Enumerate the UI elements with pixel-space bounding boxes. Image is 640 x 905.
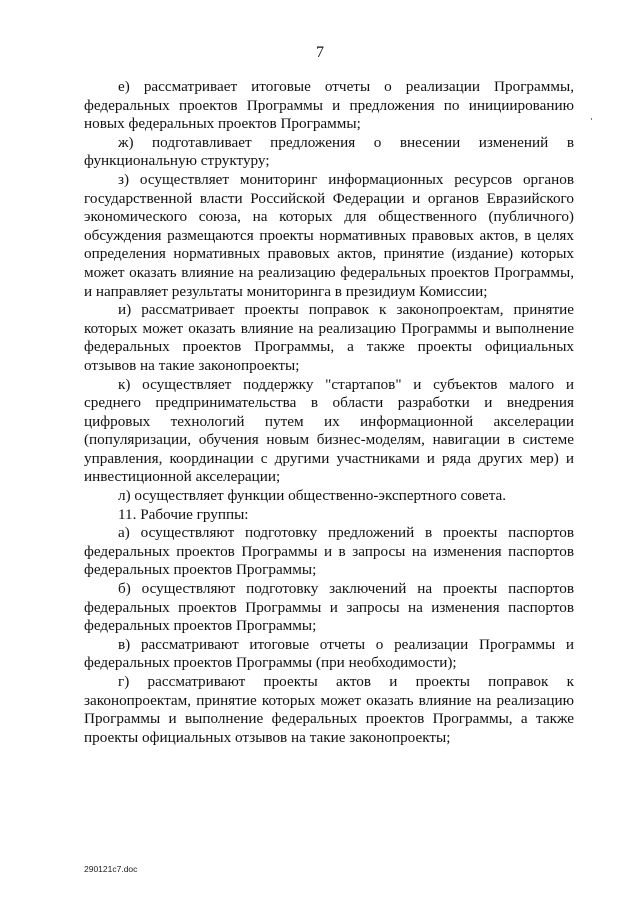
paragraph-a: а) осуществляют подготовку предложений в проекты паспортов федеральных проектов Программы и в запросы на изменения паспортов федеральных проектов Программы; — [84, 524, 574, 579]
paragraph-z: з) осуществляет мониторинг информационных ресурсов органов государственной власти Российской Федерации и органов Евразийского экономического союза, на которых для общественного (публичного) обсуждения размещаются проекты нормативных правовых актов, в целях определения нормативных правовых актов, принятие (издание) которых может оказать влияние на реализацию федеральных проектов Программы, и направляет результаты мониторинга в президиум Комиссии; — [84, 170, 574, 300]
paragraph-b: б) осуществляют подготовку заключений на проекты паспортов федеральных проектов Программы и запросы на изменения паспортов федеральных проектов Программы; — [84, 580, 574, 635]
paragraph-zh: ж) подготавливает предложения о внесении изменений в функциональную структуру; — [84, 133, 574, 170]
paragraph-l: л) осуществляет функции общественно-экспертного совета. — [118, 487, 507, 505]
paragraph-g: г) рассматривают проекты актов и проекты поправок к законопроектам, принятие которых может оказать влияние на реализацию Программы и выполнение федеральных проектов Программы, а также проекты официальных отзывов на такие законопроекты; — [84, 673, 574, 746]
paragraph-i: и) рассматривает проекты поправок к законопроектам, принятие которых может оказать влияние на реализацию Программы и выполнение федеральных проектов Программы, а также проекты официальных отзывов на такие законопроекты; — [84, 301, 574, 374]
footer-filename: 290121c7.doc — [84, 864, 138, 874]
scan-artifact — [591, 118, 592, 120]
document-body — [84, 78, 574, 747]
page-number: 7 — [316, 44, 324, 61]
paragraph-v: в) рассматривают итоговые отчеты о реализации Программы и федеральных проектов Программы (при необходимости); — [84, 635, 574, 672]
paragraph-e: е) рассматривает итоговые отчеты о реализации Программы, федеральных проектов Программы и предложения по инициированию новых федеральных проектов Программы; — [84, 78, 574, 133]
section-11-heading: 11. Рабочие группы: — [118, 505, 249, 523]
paragraph-k: к) осуществляет поддержку "стартапов" и субъектов малого и среднего предпринимательства в области разработки и внедрения цифровых технологий путем их информационной акселерации (популяризации, обучения новым бизнес-моделям, навигации в системе управления, координации с другими участниками и ряда других мер) и инвестиционной акселерации; — [84, 375, 574, 486]
